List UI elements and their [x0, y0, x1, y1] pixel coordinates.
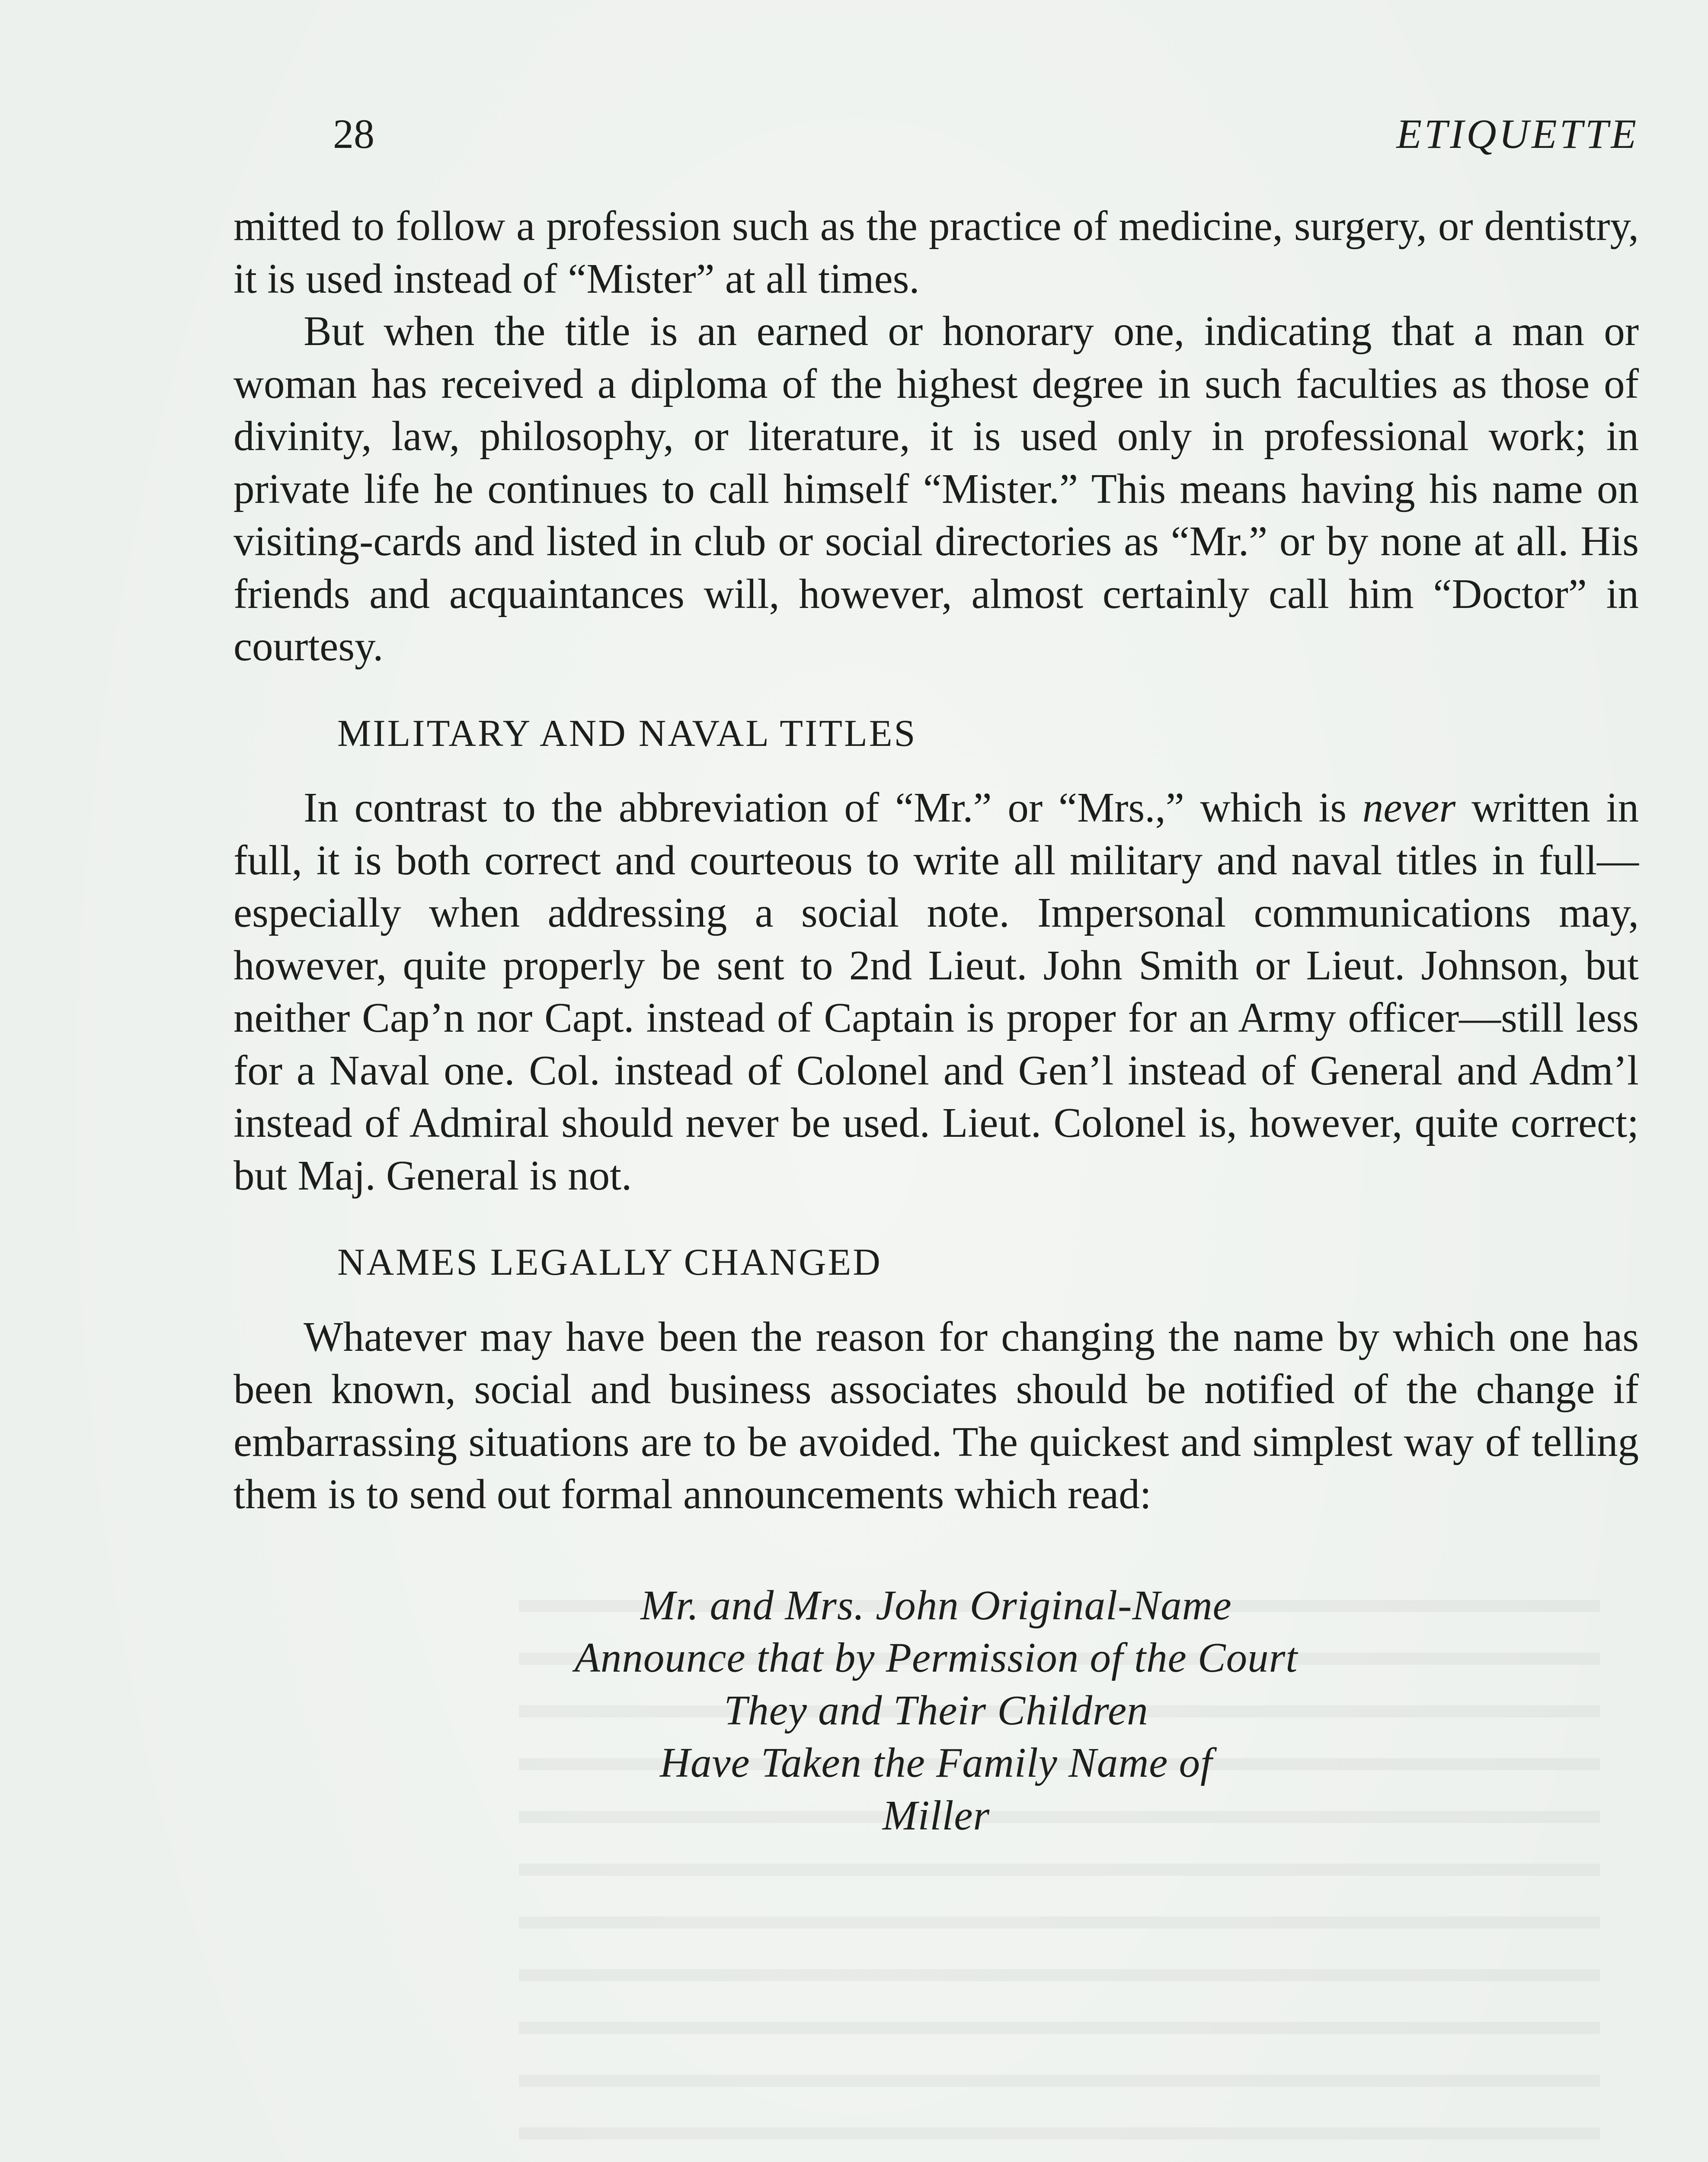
running-title: ETIQUETTE — [1396, 111, 1639, 157]
announcement-line-3: They and Their Children — [724, 1687, 1148, 1733]
announcement-line-1: Mr. and Mrs. John Original-Name — [640, 1582, 1232, 1628]
paragraph-military-text-start: In contrast to the abbreviation of “Mr.” or “Mrs.,” which is — [304, 784, 1363, 831]
text-block — [233, 200, 1639, 1842]
page-number: 28 — [333, 111, 374, 157]
heading-military-naval-titles: MILITARY AND NAVAL TITLES — [337, 712, 917, 755]
running-head — [233, 110, 1639, 158]
announcement-sample — [233, 1579, 1639, 1842]
paragraph-earned-title: But when the title is an earned or honorary one, indicating that a man or woman has received a diploma of the highest degree in such faculties as those of divinity, law, philosophy, or literature, it is used only in professional work; in private life he continues to call himself “Mister.” This means having his name on visiting-cards and listed in club or social directories as “Mr.” or by none at all. His friends and acquaintances will, however, almost certainly call him “Doctor” in courtesy. — [233, 308, 1639, 669]
heading-names-legally-changed: NAMES LEGALLY CHANGED — [337, 1241, 882, 1283]
announcement-line-5: Miller — [882, 1792, 990, 1839]
paragraph-military-text-end: written in full, it is both correct and courteous to write all military and naval titles in full—especially when addressing a social note. Impersonal communications may, however, quite properly be sent to 2nd Lieut. John Smith or Lieut. Johnson, but neither Cap’n nor Capt. instead of Captain is proper for an Army officer—still less for a Naval one. Col. instead of Colonel and Gen’l instead of General and Adm’l instead of Admiral should never be used. Lieut. Colonel is, however, quite correct; but Maj. General is not. — [233, 784, 1639, 1199]
paragraph-continuation: mitted to follow a profession such as the practice of medicine, surgery, or dentistry, it is used instead of “Mister” at all times. — [233, 203, 1639, 302]
announcement-line-2: Announce that by Permission of the Court — [574, 1634, 1298, 1681]
emphasis-never: never — [1362, 784, 1456, 831]
announcement-line-4: Have Taken the Family Name of — [659, 1740, 1213, 1786]
paragraph-military-titles — [233, 781, 1639, 1202]
paragraph-name-change: Whatever may have been the reason for changing the name by which one has been known, social and business associates should be notified of the change if embarrassing situations are to be avoided. The quickest and simplest way of telling them is to send out formal announcements which read: — [233, 1313, 1639, 1517]
